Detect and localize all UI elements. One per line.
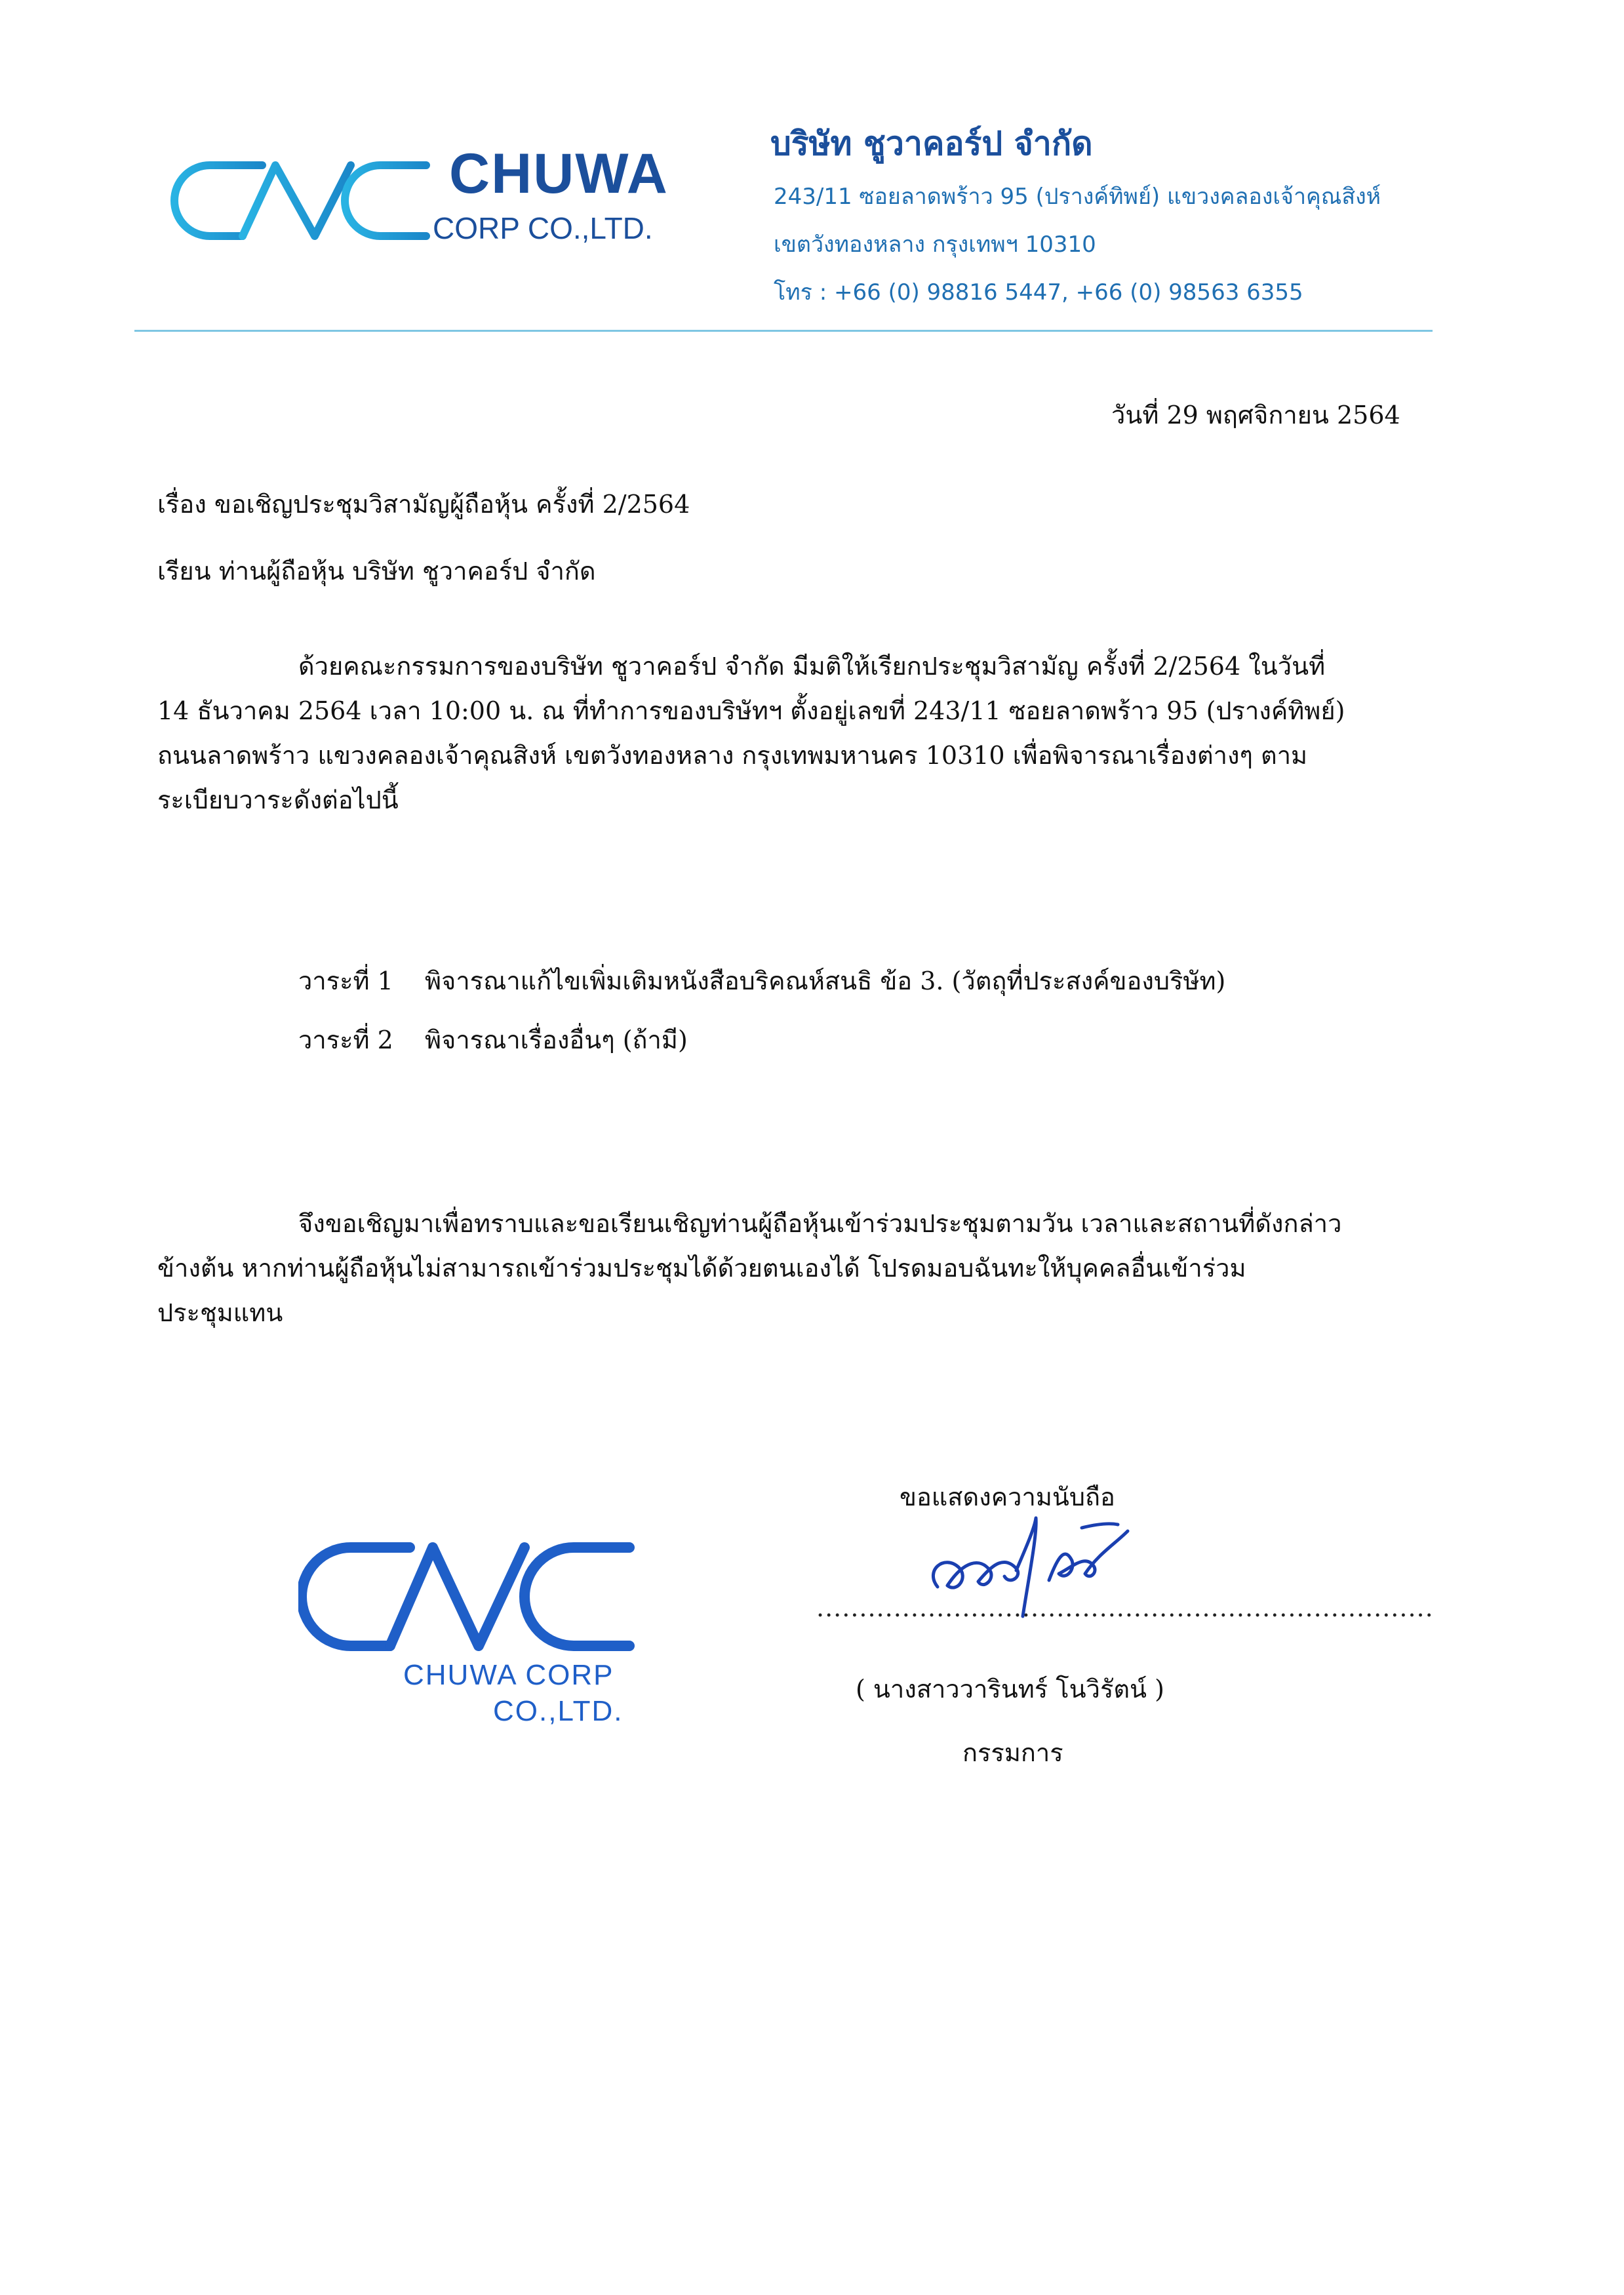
company-logo-icon xyxy=(164,152,439,250)
logo-wordmark: CHUWA xyxy=(449,142,669,205)
paragraph1-line: ด้วยคณะกรรมการของบริษัท ชูวาคอร์ป จำกัด มีมติให้เรียกประชุมวิสามัญ ครั้งที่ 2/2564 ในวันที่ xyxy=(298,652,1326,681)
company-name: บริษัท ชูวาคอร์ป จำกัด xyxy=(770,125,1093,163)
letterhead-divider xyxy=(134,330,1433,332)
address-line-1: 243/11 ซอยลาดพร้าว 95 (ปรางค์ทิพย์) แขวงคลองเจ้าคุณสิงห์ xyxy=(774,184,1381,210)
letter-recipient: เรียน ท่านผู้ถือหุ้น บริษัท ชูวาคอร์ป จำกัด xyxy=(157,557,596,586)
signer-name: ( นางสาววารินทร์ โนวิรัตน์ ) xyxy=(856,1675,1164,1704)
company-stamp-icon xyxy=(298,1531,639,1662)
paragraph1-line: ระเบียบวาระดังต่อไปนี้ xyxy=(157,786,399,814)
paragraph1-line: ถนนลาดพร้าว แขวงคลองเจ้าคุณสิงห์ เขตวังทองหลาง กรุงเทพมหานคร 10310 เพื่อพิจารณาเรื่องต่างๆ ตาม xyxy=(157,741,1308,770)
logo-subtitle: CORP CO.,LTD. xyxy=(433,211,653,245)
address-line-2: เขตวังทองหลาง กรุงเทพฯ 10310 xyxy=(774,231,1096,258)
agenda-item-1-text: พิจารณาแก้ไขเพิ่มเติมหนังสือบริคณห์สนธิ ข้อ 3. (วัตถุที่ประสงค์ของบริษัท) xyxy=(425,967,1226,995)
agenda-item-2-label: วาระที่ 2 xyxy=(298,1026,393,1054)
letter-subject: เรื่อง ขอเชิญประชุมวิสามัญผู้ถือหุ้น ครั้งที่ 2/2564 xyxy=(157,490,690,519)
paragraph2-line: จึงขอเชิญมาเพื่อทราบและขอเรียนเชิญท่านผู้ถือหุ้นเข้าร่วมประชุมตามวัน เวลาและสถานที่ดังกล่าว xyxy=(298,1209,1342,1238)
stamp-text-line-1: CHUWA CORP xyxy=(403,1659,614,1691)
paragraph-meeting-notice xyxy=(157,644,1433,822)
stamp-text-line-2: CO.,LTD. xyxy=(493,1695,624,1727)
signer-title: กรรมการ xyxy=(962,1738,1063,1767)
agenda-item-2-text: พิจารณาเรื่องอื่นๆ (ถ้ามี) xyxy=(425,1026,688,1054)
paragraph2-line: ข้างต้น หากท่านผู้ถือหุ้นไม่สามารถเข้าร่วมประชุมได้ด้วยตนเองได้ โปรดมอบฉันทะให้บุคคลอื่นเข้าร่วม xyxy=(157,1254,1246,1283)
signature-line: ........................................................................ xyxy=(816,1593,1434,1622)
closing-salutation: ขอแสดงความนับถือ xyxy=(900,1483,1115,1511)
agenda-item-1-label: วาระที่ 1 xyxy=(298,967,393,995)
paragraph1-line: 14 ธันวาคม 2564 เวลา 10:00 น. ณ ที่ทำการของบริษัทฯ ตั้งอยู่เลขที่ 243/11 ซอยลาดพร้าว 95 (ปรางค์ทิพย์) xyxy=(157,696,1345,725)
phone-line: โทร : +66 (0) 98816 5447, +66 (0) 98563 6355 xyxy=(774,279,1303,306)
letter-date: วันที่ 29 พฤศจิกายน 2564 xyxy=(1111,401,1400,429)
paragraph2-line: ประชุมแทน xyxy=(157,1298,283,1327)
paragraph-invitation xyxy=(157,1201,1433,1335)
